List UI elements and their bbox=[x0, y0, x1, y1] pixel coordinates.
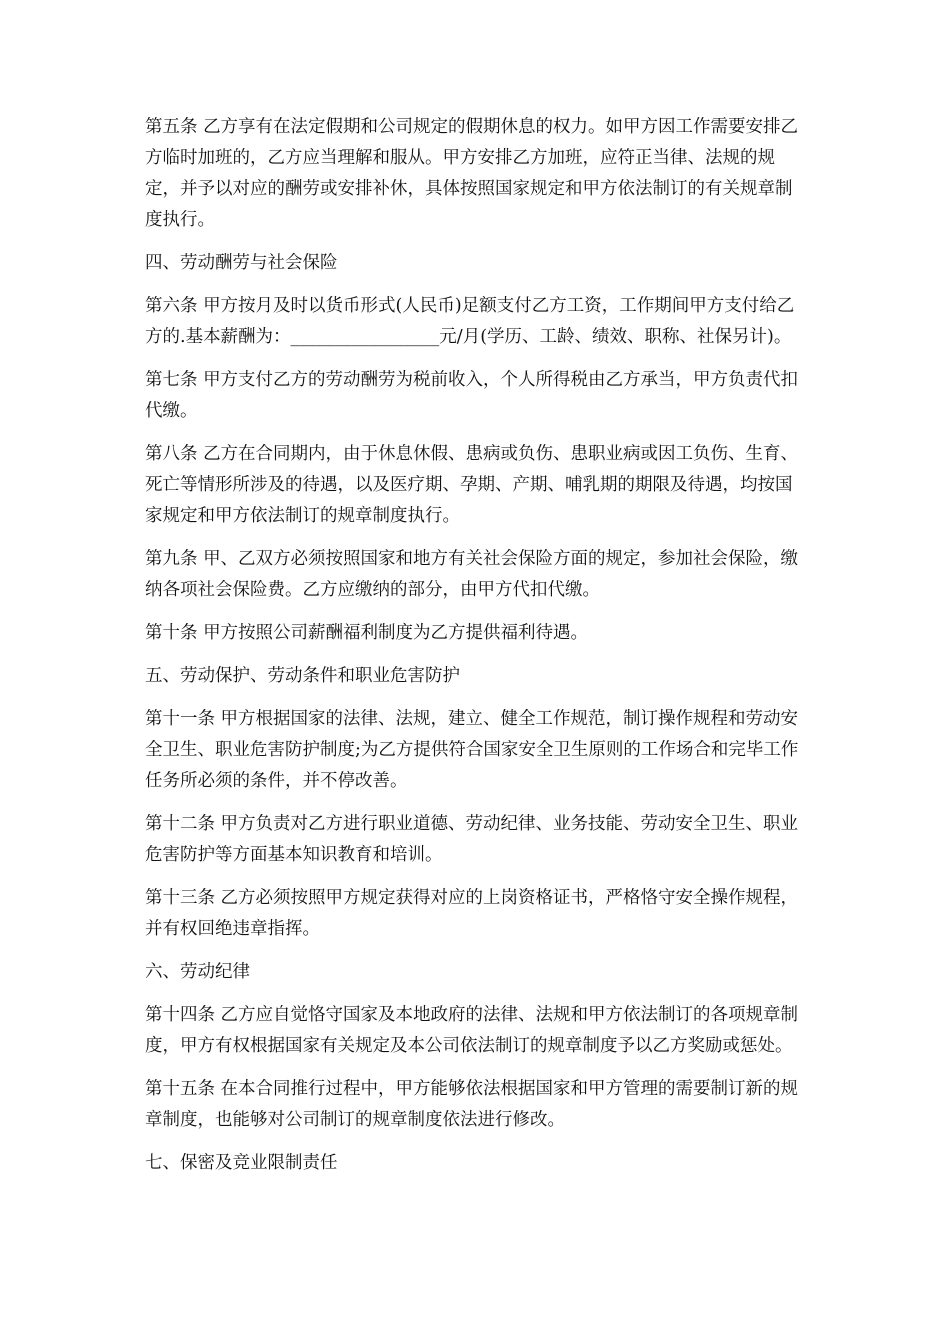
clause-15: 第十五条 在本合同推行过程中，甲方能够依法根据国家和甲方管理的需要制订新的规章制度，也能够对公司制订的规章制度依法进行修改。 bbox=[145, 1079, 799, 1130]
section-heading-4: 四、劳动酬劳与社会保险 bbox=[145, 253, 338, 273]
section-heading-5: 五、劳动保护、劳动条件和职业危害防护 bbox=[145, 666, 460, 686]
clause-7: 第七条 甲方支付乙方的劳动酬劳为税前收入，个人所得税由乙方承当，甲方负责代扣代缴。 bbox=[145, 370, 799, 421]
clause-8: 第八条 乙方在合同期内，由于休息休假、患病或负伤、患职业病或因工负伤、生育、死亡等情形所涉及的待遇，以及医疗期、孕期、产期、哺乳期的期限及待遇，均按国家规定和甲方依法制订的规章制度执行。 bbox=[145, 444, 799, 526]
document-body bbox=[145, 112, 809, 1191]
clause-12: 第十二条 甲方负责对乙方进行职业道德、劳动纪律、业务技能、劳动安全卫生、职业危害防护等方面基本知识教育和培训。 bbox=[145, 814, 799, 865]
clause-10: 第十条 甲方按照公司薪酬福利制度为乙方提供福利待遇。 bbox=[145, 623, 589, 643]
clause-9: 第九条 甲、乙双方必须按照国家和地方有关社会保险方面的规定，参加社会保险，缴纳各项社会保险费。乙方应缴纳的部分，由甲方代扣代缴。 bbox=[145, 549, 799, 600]
clause-14: 第十四条 乙方应自觉恪守国家及本地政府的法律、法规和甲方依法制订的各项规章制度，甲方有权根据国家有关规定及本公司依法制订的规章制度予以乙方奖励或惩处。 bbox=[145, 1005, 799, 1056]
clause-11: 第十一条 甲方根据国家的法律、法规，建立、健全工作规范，制订操作规程和劳动安全卫生、职业危害防护制度;为乙方提供符合国家安全卫生原则的工作场合和完毕工作任务所必须的条件，并不停改善。 bbox=[145, 709, 799, 791]
clause-5: 第五条 乙方享有在法定假期和公司规定的假期休息的权力。如甲方因工作需要安排乙方临时加班的，乙方应当理解和服从。甲方安排乙方加班，应符正当律、法规的规定，并予以对应的酬劳或安排补休，具体按照国家规定和甲方依法制订的有关规章制度执行。 bbox=[145, 117, 799, 230]
clause-13: 第十三条 乙方必须按照甲方规定获得对应的上岗资格证书，严格恪守安全操作规程，并有权回绝违章指挥。 bbox=[145, 888, 799, 939]
section-heading-6: 六、劳动纪律 bbox=[145, 962, 250, 982]
section-heading-7: 七、保密及竞业限制责任 bbox=[145, 1153, 338, 1173]
clause-6: 第六条 甲方按月及时以货币形式(人民币)足额支付乙方工资，工作期间甲方支付给乙方的.基本薪酬为：_________________元/月(学历、工龄、绩效、职称、社保另计)。 bbox=[145, 296, 795, 347]
